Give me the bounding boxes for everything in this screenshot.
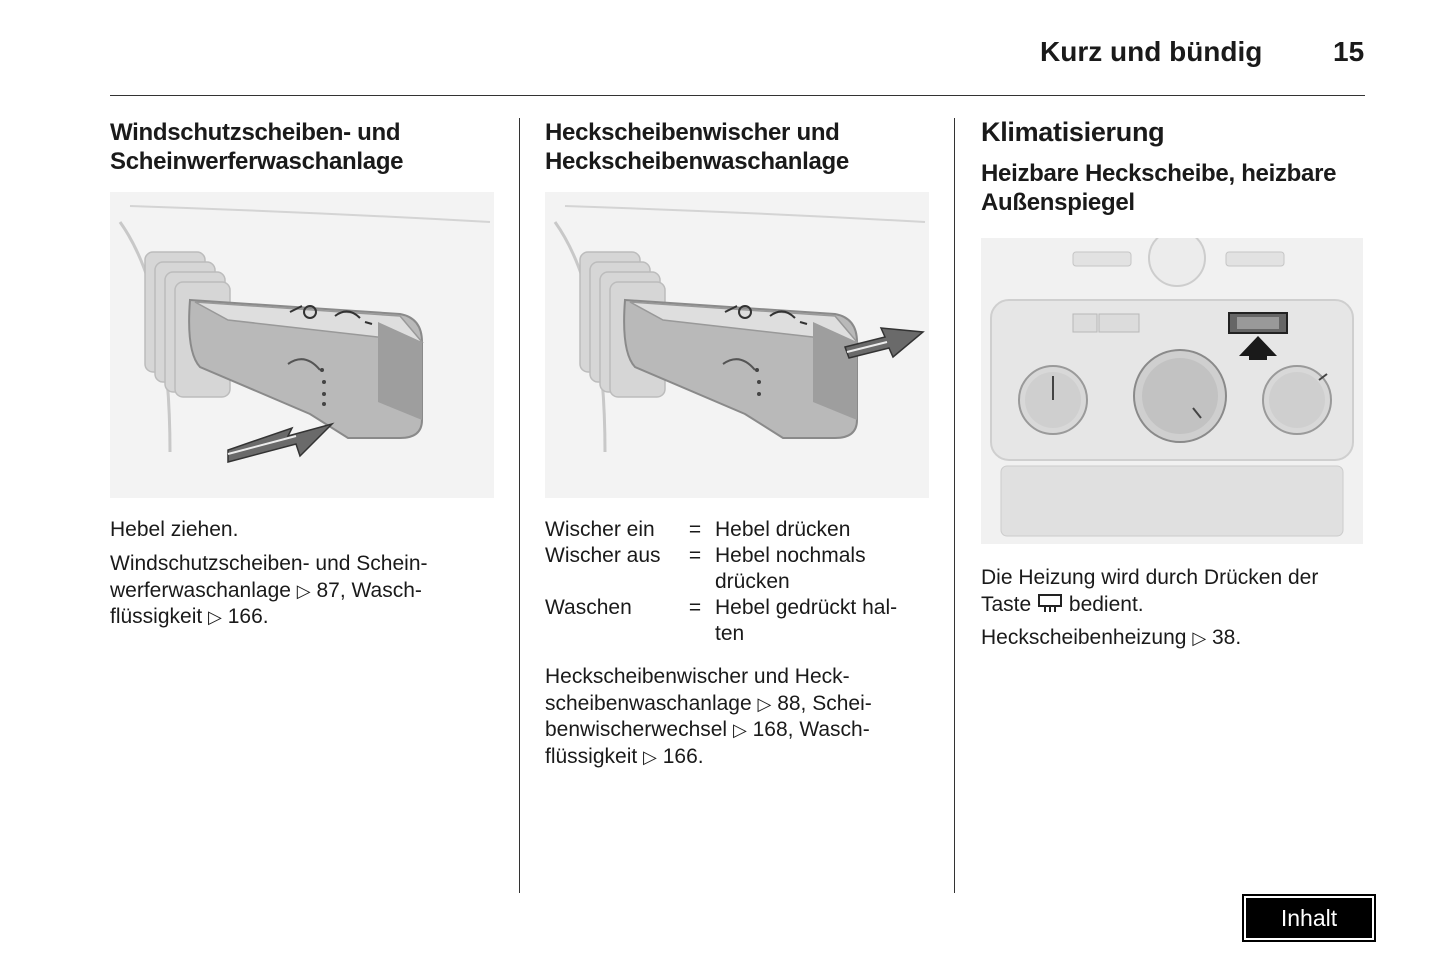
term-wash: Waschen (545, 596, 632, 619)
front-washer-ref-page[interactable]: 87, Wasch- (316, 578, 422, 602)
table-row (545, 543, 925, 595)
heated-rear-window-subheading: Heizbare Heckscheibe, heizbare Außenspiegel (981, 160, 1337, 216)
rear-wiper-ref-line-3 (545, 717, 940, 744)
rear-wiper-ref-line-1: Heckscheibenwischer und Heck- (545, 665, 850, 688)
heating-instruction-line-1: Die Heizung wird durch Drücken der (981, 566, 1319, 589)
equals-sign: = (688, 544, 702, 567)
rear-washer-ref-page[interactable]: 88, Schei- (777, 691, 872, 715)
rear-wiper-heading: Heckscheibenwischer und Heckscheibenwaschanlage (545, 119, 849, 175)
rear-window-heating-ref-label: Heckscheibenheizung (981, 626, 1187, 649)
reference-arrow-icon[interactable]: ▷ (1192, 628, 1207, 648)
rear-wiper-function-table (545, 517, 925, 647)
button-word: Taste (981, 592, 1032, 616)
front-washer-ref-line-3 (110, 604, 505, 631)
column-divider-1 (519, 118, 520, 893)
rear-window-heating-icon (1037, 593, 1063, 621)
column-rear-wiper (545, 118, 930, 176)
heating-instruction-line-2 (981, 592, 1376, 621)
front-washer-ref-line-2 (110, 578, 505, 605)
equals-sign: = (688, 518, 702, 541)
definition-wash: Hebel gedrückt hal-ten (715, 596, 898, 645)
washer-fluid-ref-label: flüssigkeit (545, 744, 638, 768)
figure-rear-wiper-lever (545, 192, 929, 498)
front-washer-heading: Windschutzscheiben- und Scheinwerferwaschanlage (110, 119, 404, 175)
figure-climate-control-panel (981, 238, 1363, 544)
climate-heading: Klimatisierung (981, 117, 1165, 147)
front-washer-instruction: Hebel ziehen. (110, 518, 239, 541)
washer-fluid-ref-label: flüssigkeit (110, 605, 203, 628)
wiper-change-ref-label: benwischerwechsel (545, 718, 728, 741)
rear-washer-ref-label: scheibenwaschanlage (545, 691, 752, 715)
definition-wiper-off: Hebel nochmals drücken (715, 544, 866, 593)
column-climate (981, 118, 1376, 217)
reference-arrow-icon[interactable]: ▷ (757, 693, 772, 714)
section-title: Kurz und bündig (1040, 36, 1263, 67)
climate-description (981, 565, 1376, 620)
rear-window-heating-ref-page[interactable]: 38. (1212, 626, 1242, 649)
definition-wiper-on: Hebel drücken (715, 518, 851, 541)
page-number: 15 (1333, 36, 1365, 67)
front-washer-ref-line-1: Windschutzscheiben- und Schein- (110, 552, 428, 575)
header-divider (110, 95, 1365, 96)
reference-arrow-icon[interactable]: ▷ (208, 607, 222, 627)
rear-window-heating-ref (981, 625, 1241, 652)
term-wiper-on: Wischer ein (545, 518, 655, 541)
inhalt-button[interactable]: Inhalt (1242, 894, 1376, 942)
equals-sign: = (688, 596, 702, 619)
reference-arrow-icon[interactable]: ▷ (296, 580, 311, 601)
reference-arrow-icon[interactable]: ▷ (643, 746, 657, 767)
column-divider-2 (954, 118, 955, 893)
column-front-washer (110, 118, 495, 176)
front-washer-references (110, 551, 505, 631)
operated-word: bedient. (1068, 592, 1144, 616)
washer-fluid-ref-page[interactable]: 166. (227, 605, 269, 628)
front-washer-ref-label: werferwaschanlage (110, 578, 291, 602)
figure-front-washer-lever (110, 192, 494, 498)
rear-wiper-ref-line-2 (545, 691, 940, 718)
term-wiper-off: Wischer aus (545, 544, 661, 567)
table-row (545, 595, 925, 647)
table-row (545, 517, 925, 543)
rear-wiper-references (545, 664, 940, 770)
reference-arrow-icon[interactable]: ▷ (732, 720, 747, 740)
rear-wiper-ref-line-4 (545, 744, 940, 771)
washer-fluid-ref-page[interactable]: 166. (662, 744, 704, 768)
wiper-change-ref-page[interactable]: 168, Wasch- (752, 718, 870, 741)
